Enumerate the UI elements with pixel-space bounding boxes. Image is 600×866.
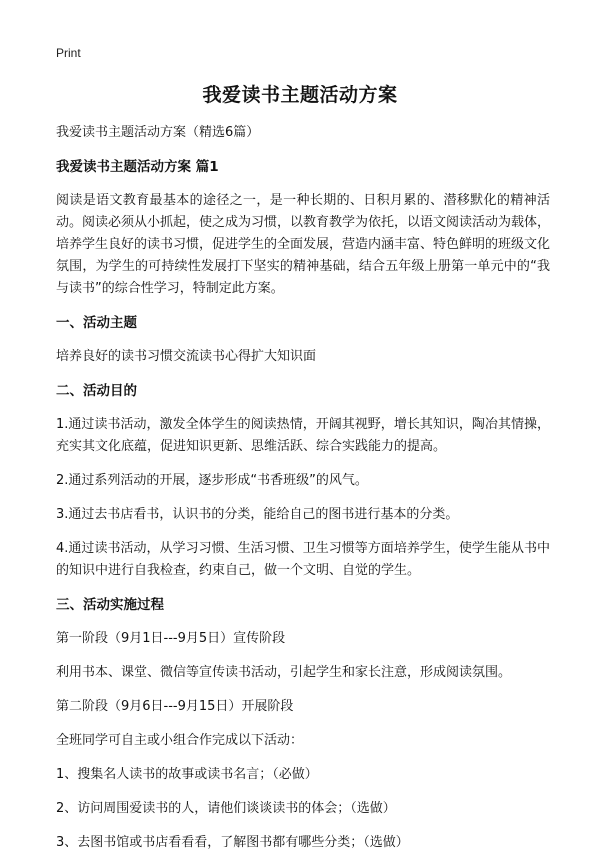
intro-paragraph: 阅读是语文教育最基本的途径之一，是一种长期的、日积月累的、潜移默化的精神活动。阅读必须从小抓起，使之成为习惯，以教育教学为依托，以语文阅读活动为载体，培养学生良好的读书习惯，促进学生的全面发展，营造内涵丰富、特色鲜明的班级文化氛围，为学生的可持续性发展打下坚实的精神基础，结合五年级上册第一单元中的“我与读书”的综合性学习，特制定此方案。 <box>56 193 551 296</box>
document-subtitle: 我爱读书主题活动方案（精选6篇） <box>56 125 260 140</box>
heading-activity-theme: 一、活动主题 <box>56 315 137 331</box>
stage-2-text: 全班同学可自主或小组合作完成以下活动： <box>56 733 304 748</box>
document-title: 我爱读书主题活动方案 <box>202 84 398 106</box>
goal-item: 2.通过系列活动的开展，逐步形成“书香班级”的风气。 <box>56 473 368 488</box>
activity-item: 1、搜集名人读书的故事或读书名言；（必做） <box>56 767 318 782</box>
theme-paragraph: 培养良好的读书习惯交流读书心得扩大知识面 <box>56 349 317 364</box>
activity-item: 3、去图书馆或书店看看看，了解图书都有哪些分类；（选做） <box>56 835 409 850</box>
heading-activity-goals: 二、活动目的 <box>56 383 137 399</box>
document-body <box>56 122 550 866</box>
stage-1-text: 利用书本、课堂、微信等宣传读书活动，引起学生和家长注意，形成阅读氛围。 <box>56 665 512 680</box>
print-label: Print <box>56 46 81 60</box>
goal-item: 4.通过读书活动，从学习习惯、生活习惯、卫生习惯等方面培养学生，使学生能从书中的知识中进行自我检查，约束自己，做一个文明、自觉的学生。 <box>56 541 550 578</box>
section-heading: 我爱读书主题活动方案 篇1 <box>56 159 219 175</box>
goal-item: 3.通过去书店看书，认识书的分类，能给自己的图书进行基本的分类。 <box>56 507 459 522</box>
heading-implementation: 三、活动实施过程 <box>56 597 164 613</box>
goal-item: 1.通过读书活动，激发全体学生的阅读热情，开阔其视野，增长其知识，陶冶其情操，充实其文化底蕴，促进知识更新、思维活跃、综合实践能力的提高。 <box>56 417 550 454</box>
activity-item: 2、访问周围爱读书的人，请他们谈谈读书的体会；（选做） <box>56 801 396 816</box>
stage-1-heading: 第一阶段（9月1日---9月5日）宣传阶段 <box>56 631 286 646</box>
stage-2-heading: 第二阶段（9月6日---9月15日）开展阶段 <box>56 699 294 714</box>
